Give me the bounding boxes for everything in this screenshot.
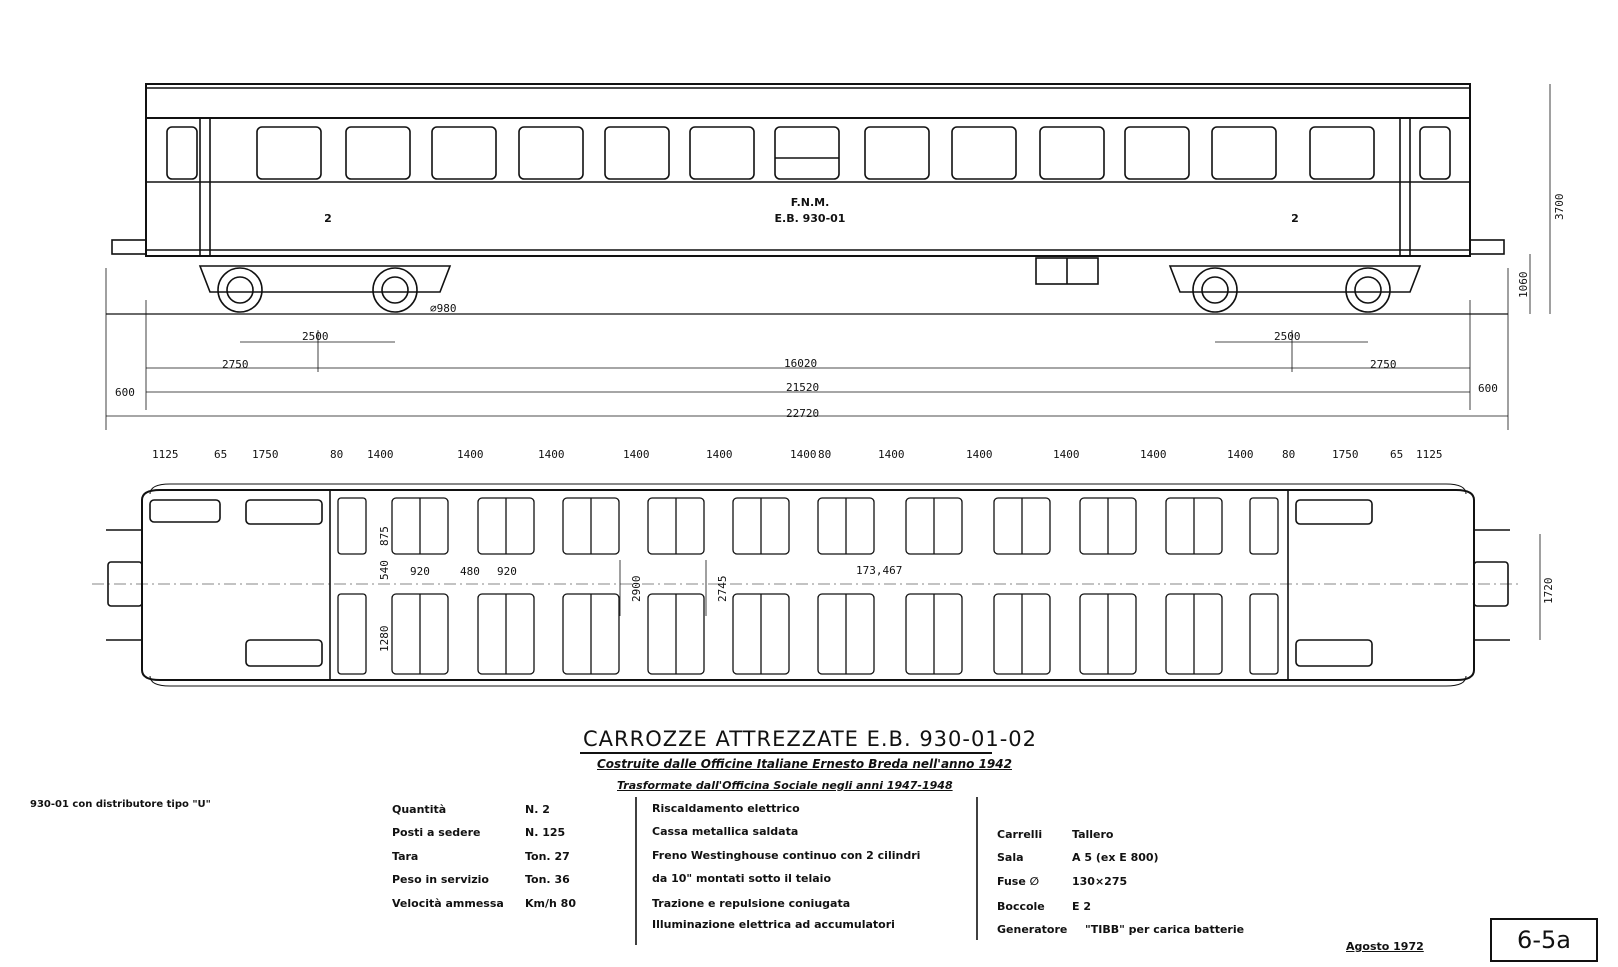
dim-buffer-right: 600 — [1478, 382, 1498, 395]
dim-buffer-left: 600 — [115, 386, 135, 399]
spec-value: E 2 — [1072, 900, 1091, 913]
subtitle-conversion: Trasformate dall'Officina Sociale negli anni 1947-1948 — [617, 779, 953, 792]
spec-label: Tara — [392, 850, 419, 863]
drawing-date: Agosto 1972 — [1346, 940, 1424, 953]
spec-value: N. 2 — [525, 803, 550, 816]
plan-spacing-label: 1400 — [966, 448, 993, 461]
plan-spacing-label: 1400 — [1140, 448, 1167, 461]
dim-bogie-right: 2500 — [1274, 330, 1301, 343]
dim-width: 1720 — [1542, 577, 1555, 604]
plan-spacing-label: 1750 — [252, 448, 279, 461]
dim-pivot: 16020 — [784, 357, 818, 370]
plan-spacing-label: 80 — [1282, 448, 1296, 461]
car-marking-line1: F.N.M. — [790, 196, 830, 209]
dim-seat-c: 1280 — [378, 625, 391, 652]
spec-label: Sala — [997, 851, 1024, 864]
spec-value: Tallero — [1072, 828, 1114, 841]
plan-spacing-label: 1400 — [538, 448, 565, 461]
dim-height-total: 3700 — [1553, 193, 1566, 220]
plan-spacing-label: 1400 — [367, 448, 394, 461]
spec-feature: Riscaldamento elettrico — [652, 802, 800, 815]
dim-seat-b: 540 — [378, 560, 391, 580]
plan-spacing-label: 65 — [1390, 448, 1404, 461]
plan-spacing-label: 1400 — [1227, 448, 1254, 461]
plan-spacing-label: 1400 — [457, 448, 484, 461]
dim-aisle-b: 480 — [460, 565, 480, 578]
plan-view — [92, 484, 1540, 686]
spec-value: "TIBB" per carica batterie — [1085, 923, 1245, 936]
dim-aisle-a: 920 — [410, 565, 430, 578]
spec-label: Fuse ∅ — [997, 875, 1040, 888]
plan-spacing-label: 1400 — [623, 448, 650, 461]
dim-bogie-left: 2500 — [302, 330, 329, 343]
dim-wheel: ∅980 — [430, 302, 457, 315]
title-underline — [580, 752, 992, 754]
plan-spacing-label: 1400 — [706, 448, 733, 461]
spec-feature: Illuminazione elettrica ad accumulatori — [652, 918, 895, 931]
plan-spacing-label: 1750 — [1332, 448, 1359, 461]
dim-compartment: 173,467 — [856, 564, 903, 577]
plan-spacing-label: 1125 — [1416, 448, 1443, 461]
spec-label: Peso in servizio — [392, 873, 489, 886]
spec-feature: da 10" montati sotto il telaio — [652, 872, 832, 885]
spec-value: Ton. 36 — [525, 873, 570, 886]
spec-label: Carrelli — [997, 828, 1043, 841]
side-elevation — [106, 84, 1550, 430]
dim-inner-w1: 2900 — [630, 575, 643, 602]
spec-value: Km/h 80 — [525, 897, 576, 910]
spec-feature: Freno Westinghouse continuo con 2 cilindri — [652, 849, 921, 862]
plan-spacing-label: 1400 — [1053, 448, 1080, 461]
spec-label: Quantità — [392, 803, 447, 816]
spec-label: Posti a sedere — [392, 826, 481, 839]
plan-spacing-label: 80 — [818, 448, 832, 461]
spec-value: A 5 (ex E 800) — [1072, 851, 1159, 864]
distributor-note: 930-01 con distributore tipo "U" — [30, 799, 211, 810]
spec-value: N. 125 — [525, 826, 566, 839]
plan-spacing-label: 65 — [214, 448, 228, 461]
dim-inner-w2: 2745 — [716, 575, 729, 602]
plan-spacing-label: 80 — [330, 448, 344, 461]
class-marking-right: 2 — [1291, 212, 1299, 225]
dim-height-floor: 1060 — [1517, 271, 1530, 298]
dim-overhang-left: 2750 — [222, 358, 249, 371]
car-marking-line2: E.B. 930-01 — [774, 212, 846, 225]
dim-aisle-c: 920 — [497, 565, 517, 578]
dim-total-length: 22720 — [786, 407, 820, 420]
spec-label: Boccole — [997, 900, 1045, 913]
sheet-number: 6-5a — [1490, 918, 1598, 962]
plan-spacing-label: 1400 — [790, 448, 817, 461]
spec-feature: Trazione e repulsione coniugata — [652, 897, 851, 910]
spec-label: Generatore — [997, 923, 1068, 936]
class-marking-left: 2 — [324, 212, 332, 225]
spec-value: 130×275 — [1072, 875, 1128, 888]
spec-feature: Cassa metallica saldata — [652, 825, 799, 838]
subtitle-builder: Costruite dalle Officine Italiane Ernesto Breda nell'anno 1942 — [597, 757, 1012, 771]
plan-spacing-label: 1125 — [152, 448, 179, 461]
dim-seat-a: 875 — [378, 526, 391, 546]
dim-overhang-right: 2750 — [1370, 358, 1397, 371]
spec-value: Ton. 27 — [525, 850, 570, 863]
spec-label: Velocità ammessa — [392, 897, 504, 910]
drawing-title: CARROZZE ATTREZZATE E.B. 930-01-02 — [583, 727, 1037, 751]
dim-body-length: 21520 — [786, 381, 820, 394]
plan-spacing-label: 1400 — [878, 448, 905, 461]
